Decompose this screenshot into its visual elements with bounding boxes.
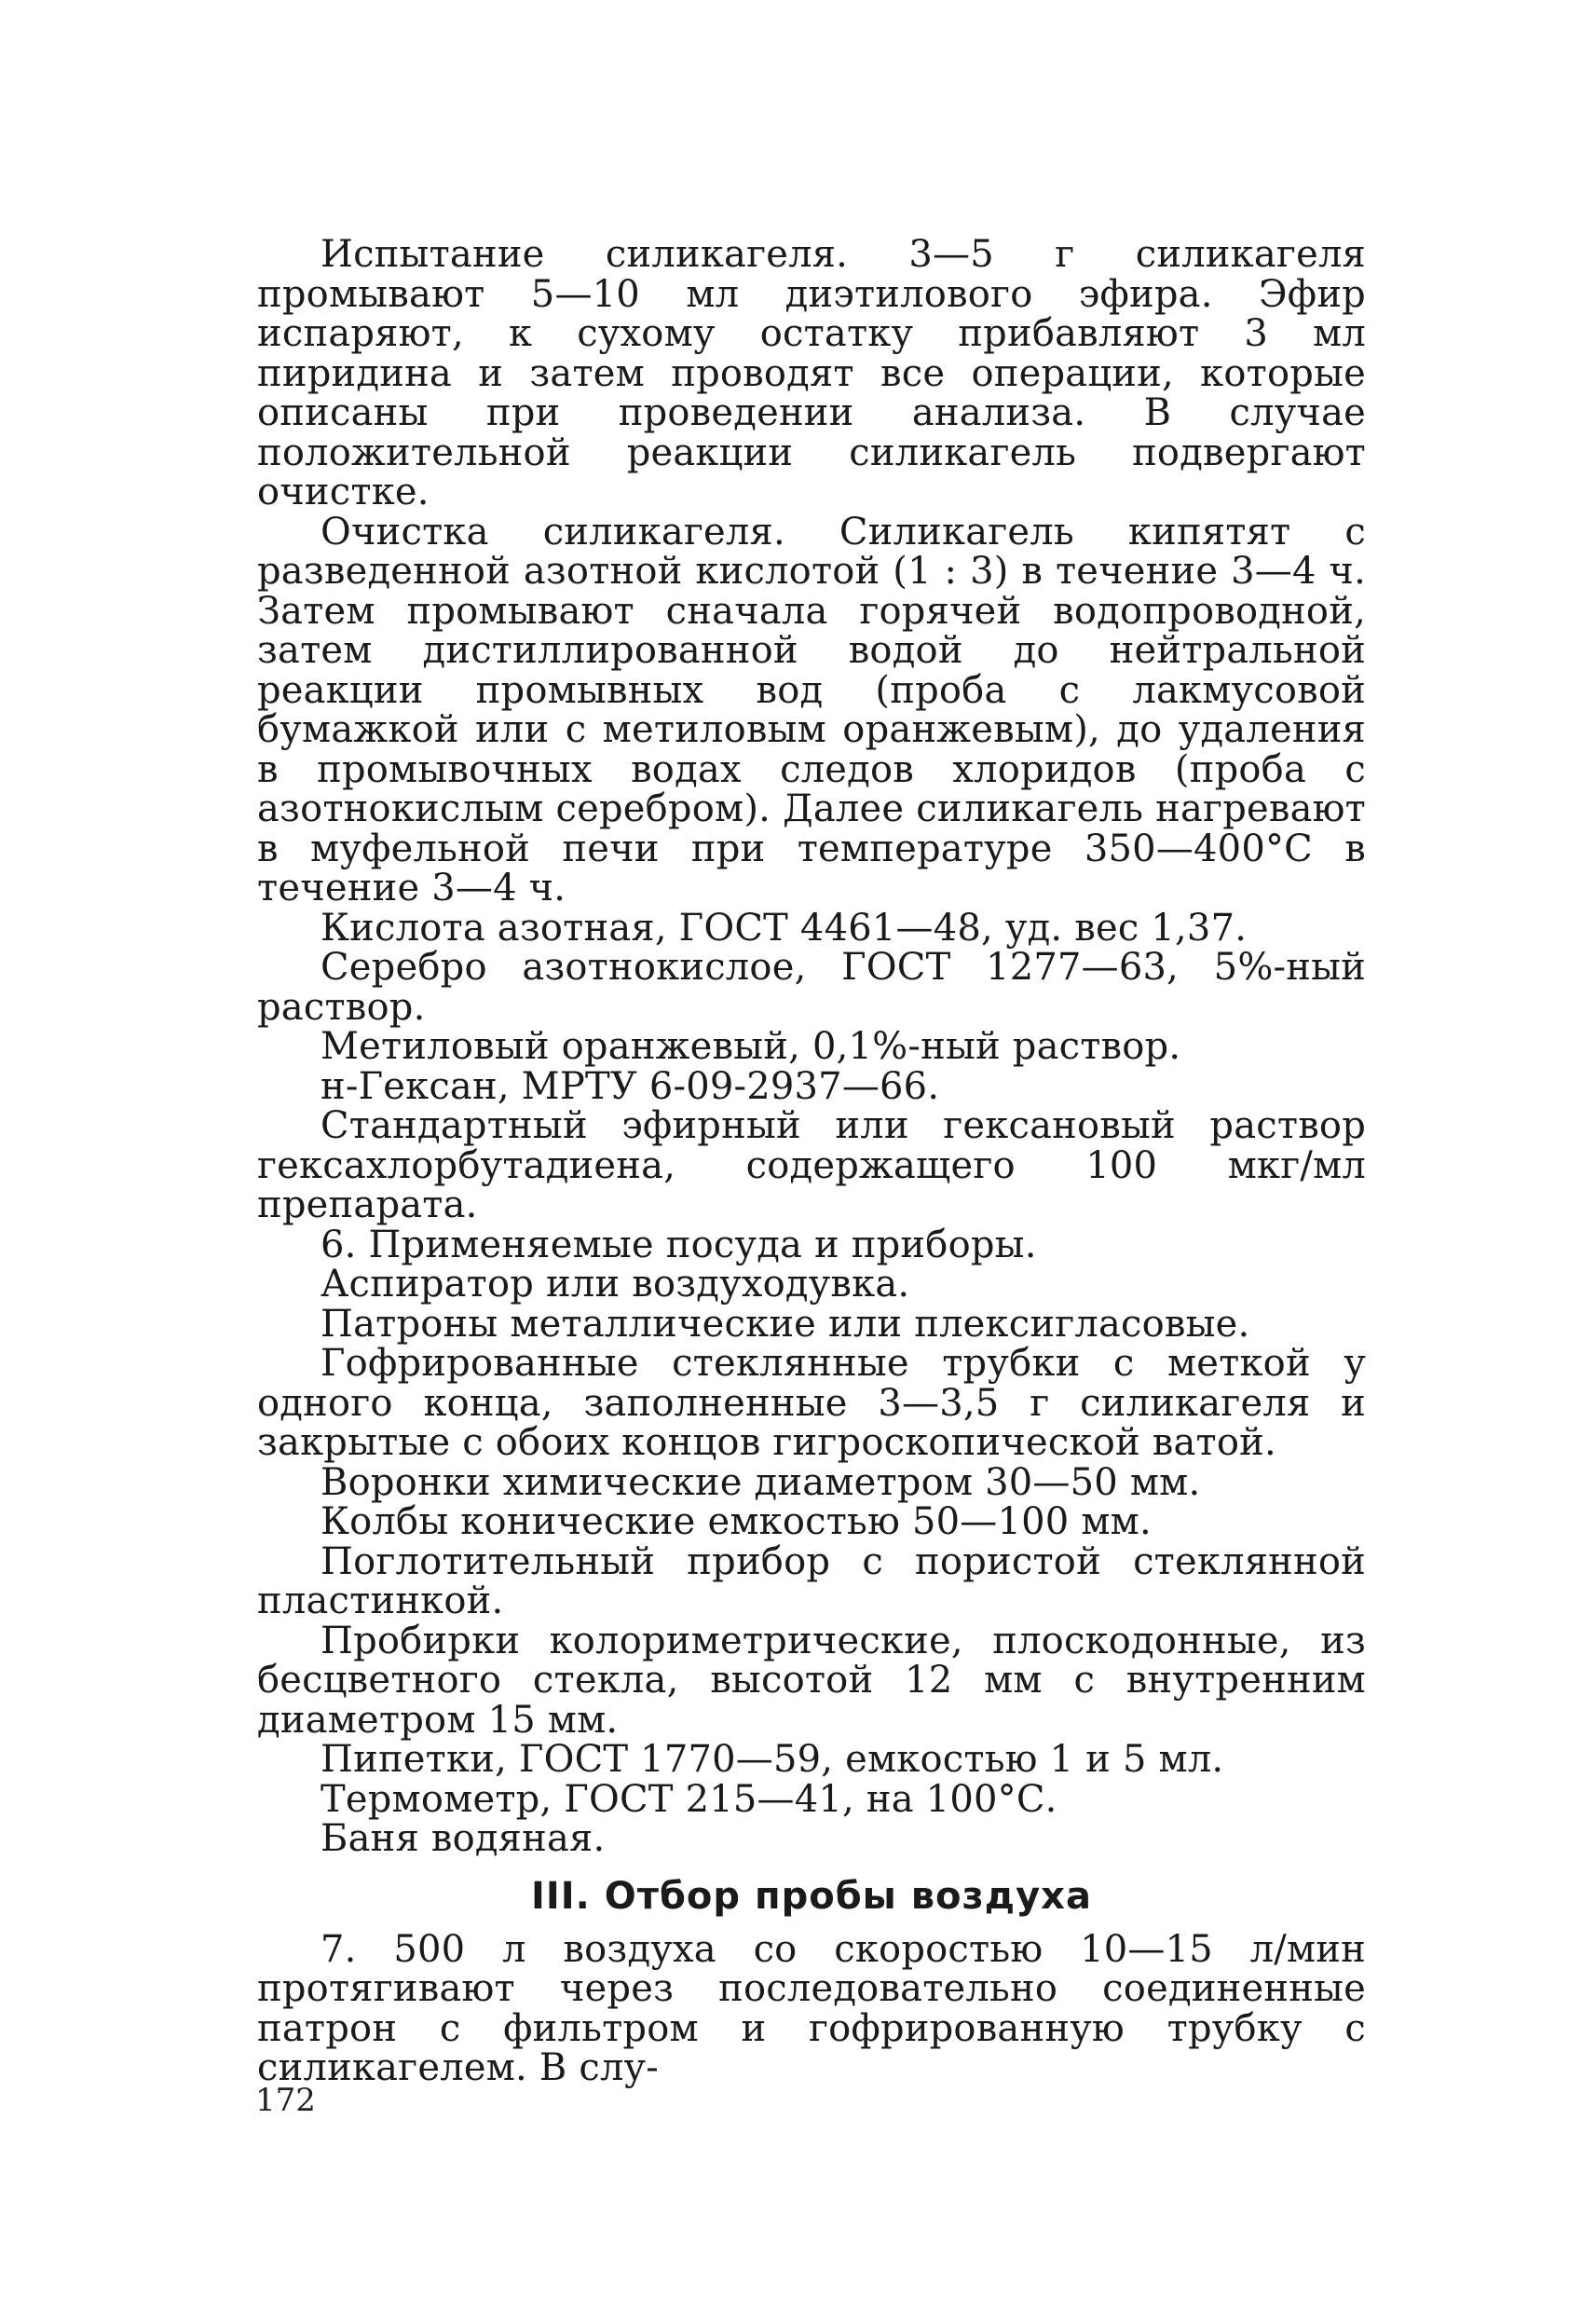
equipment-cartridges: Патроны металлические или плексигласовые. <box>321 1302 1250 1346</box>
equipment-funnels: Воронки химические диаметром 30—50 мм. <box>321 1460 1201 1504</box>
equipment-pipettes: Пипетки, ГОСТ 1770—59, емкостью 1 и 5 мл. <box>321 1738 1224 1781</box>
equipment-absorber: Поглотительный прибор с пористой стеклянной пластинкой. <box>257 1539 1366 1622</box>
equipment-corrugated-tubes: Гофрированные стеклянные трубки с меткой у одного конца, заполненные 3—3,5 г силикагеля и закрытые с обоих концов гигроскопической ватой. <box>257 1342 1366 1464</box>
equipment-thermometer: Термометр, ГОСТ 215—41, на 100°С. <box>321 1777 1057 1821</box>
reagent-nitric-acid: Кислота азотная, ГОСТ 4461—48, уд. вес 1,37. <box>321 906 1248 950</box>
section-heading: III. Отбор пробы воздуха <box>531 1874 1092 1918</box>
equipment-conical-flasks: Колбы конические емкостью 50—100 мм. <box>321 1500 1152 1543</box>
body-text <box>257 235 1366 2088</box>
paragraph-air-sampling: 7. 500 л воздуха со скоростью 10—15 л/мин протягивают через последовательно соединенные патрон с фильтром и гофрированную трубку с силикагелем. В слу- <box>257 1927 1366 2089</box>
equipment-water-bath: Баня водяная. <box>321 1817 606 1860</box>
equipment-aspirator: Аспиратор или воздуходувка. <box>321 1263 910 1306</box>
page-number: 172 <box>255 2082 316 2119</box>
paragraph-silica-cleaning: Очистка силикагеля. Силикагель кипятят с разведенной азотной кислотой (1 : 3) в течение 3—4 ч. Затем промывают сначала горячей водопроводной, затем дистиллированной водой до нейтральной реакции промывных вод (проба с лакмусовой бумажкой или с метиловым оранжевым), до удаления в промывочных водах следов хлоридов (проба с азотнокислым серебром). Далее силикагель нагревают в муфельной печи при температуре 350—400°С в течение 3—4 ч. <box>257 510 1366 909</box>
reagent-methyl-orange: Метиловый оранжевый, 0,1%-ный раствор. <box>321 1025 1181 1068</box>
reagent-standard-solution: Стандартный эфирный или гексановый раствор гексахлорбутадиена, содержащего 100 мкг/мл препарата. <box>257 1104 1366 1226</box>
equipment-test-tubes: Пробирки колориметрические, плоскодонные, из бесцветного стекла, высотой 12 мм с внутренним диаметром 15 мм. <box>257 1619 1366 1742</box>
reagent-silver-nitrate: Серебро азотнокислое, ГОСТ 1277—63, 5%-ный раствор. <box>257 946 1366 1029</box>
equipment-section-title: 6. Применяемые посуда и приборы. <box>321 1223 1037 1266</box>
paragraph-silica-test: Испытание силикагеля. 3—5 г силикагеля промывают 5—10 мл диэтилового эфира. Эфир испаряют, к сухому остатку прибавляют 3 мл пиридина и затем проводят все операции, которые описаны при проведении анализа. В случае положительной реакции силикагель подвергают очистке. <box>257 233 1366 513</box>
reagent-hexane: н-Гексан, МРТУ 6-09-2937—66. <box>321 1064 940 1108</box>
